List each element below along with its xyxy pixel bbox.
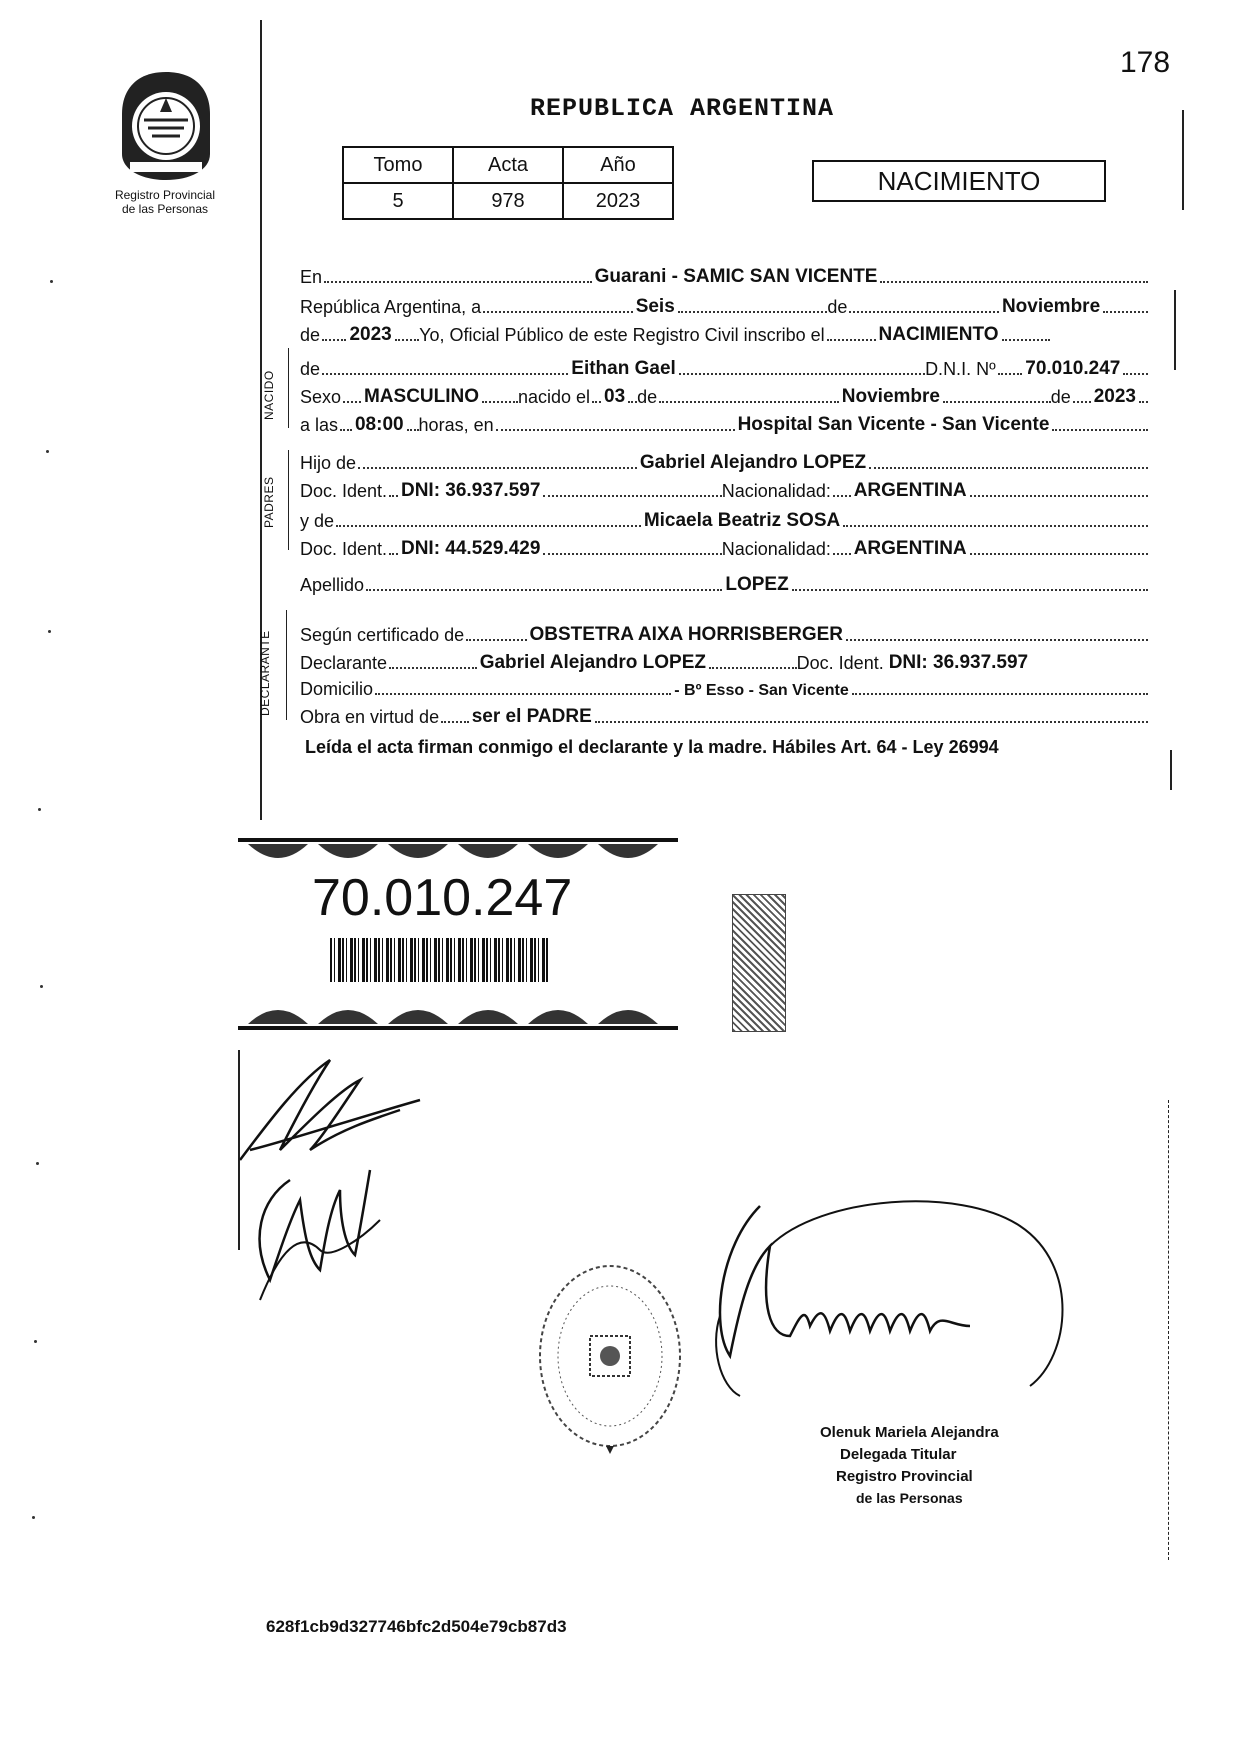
row-obra — [300, 698, 1148, 728]
value-declarante: Gabriel Alejandro LOPEZ — [479, 652, 706, 673]
label-doc-2: Doc. Ident. — [300, 539, 388, 559]
label-de-2: de — [300, 325, 321, 345]
label-doc-3: Doc. Ident. — [796, 653, 884, 673]
section-padres: PADRES — [262, 476, 276, 528]
label-nacionalidad-2: Nacionalidad: — [721, 539, 831, 559]
signatory-title: Delegada Titular — [840, 1446, 957, 1463]
scan-dot — [38, 808, 41, 811]
registry-caption — [90, 188, 240, 216]
registry-line2: de las Personas — [121, 202, 209, 216]
registry-line1: Registro Provincial — [114, 188, 216, 202]
value-madre: Micaela Beatriz SOSA — [643, 510, 841, 531]
section-bar-padres — [288, 450, 289, 550]
value-declarante-doc: DNI: 36.937.597 — [888, 652, 1029, 673]
label-dni: D.N.I. Nº — [925, 359, 996, 379]
scan-dot — [34, 1340, 37, 1343]
label-apellido: Apellido — [300, 575, 365, 595]
signatory-name: Olenuk Mariela Alejandra — [820, 1424, 999, 1441]
scan-dot — [50, 280, 53, 283]
anio-header: Año — [563, 147, 673, 183]
label-certificado: Según certificado de — [300, 625, 465, 645]
margin-line-right-3 — [1170, 750, 1172, 790]
value-hora: 08:00 — [354, 414, 404, 435]
security-strip-top — [238, 838, 678, 872]
label-declarante: Declarante — [300, 653, 388, 673]
value-dia: Seis — [635, 296, 675, 317]
row-padre — [300, 444, 1148, 474]
row-sexo — [300, 378, 1148, 408]
section-declarante: DECLARANTE — [258, 630, 272, 716]
value-domicilio: - Bº Esso - San Vicente — [674, 682, 849, 699]
official-seal-icon — [530, 1256, 690, 1456]
scan-dot — [32, 1516, 35, 1519]
value-nac-anio: 2023 — [1093, 386, 1137, 407]
document-hash: 628f1cb9d327746bfc2d504e79cb87d3 — [266, 1617, 567, 1636]
label-obra: Obra en virtud de — [300, 707, 440, 727]
scan-dot — [46, 450, 49, 453]
label-sexo: Sexo — [300, 387, 342, 407]
margin-line-right-lower — [1168, 1100, 1169, 1560]
row-certificado — [300, 616, 1148, 646]
barcode-icon — [330, 938, 550, 982]
row-hora — [300, 406, 1148, 436]
value-madre-doc: DNI: 44.529.429 — [400, 538, 541, 559]
anio-value: 2023 — [563, 183, 673, 219]
value-nombre: Eithan Gael — [571, 358, 676, 379]
label-de-5: de — [1050, 387, 1071, 407]
row-madre — [300, 502, 1148, 532]
margin-line-right-2 — [1174, 290, 1176, 370]
closing-note: Leída el acta firman conmigo el declarante y la madre. Hábiles Art. 64 - Ley 26994 — [305, 737, 999, 757]
row-apellido — [300, 566, 1148, 596]
value-nac-mes: Noviembre — [841, 386, 940, 407]
row-inscribo — [300, 316, 1148, 346]
reference-table — [342, 146, 674, 220]
value-madre-nac: ARGENTINA — [853, 538, 967, 559]
value-dni: 70.010.247 — [1025, 358, 1121, 379]
value-anio: 2023 — [349, 324, 392, 345]
label-hora: a las — [300, 415, 339, 435]
value-certificado: OBSTETRA AIXA HORRISBERGER — [529, 624, 844, 645]
row-domicilio — [300, 670, 1148, 700]
value-nac-dia: 03 — [604, 386, 626, 407]
tomo-header: Tomo — [343, 147, 453, 183]
official-signature-icon — [700, 1186, 1100, 1416]
acta-header: Acta — [453, 147, 563, 183]
declarant-signature-icon — [230, 1050, 430, 1320]
label-domicilio: Domicilio — [300, 679, 374, 699]
label-doc: Doc. Ident. — [300, 481, 388, 501]
label-y-de: y de — [300, 511, 335, 531]
signatory-office: Registro Provincial — [836, 1468, 973, 1485]
section-bar-nacido — [288, 348, 289, 428]
scan-dot — [48, 630, 51, 633]
label-republica: República Argentina, a — [300, 297, 482, 317]
security-strip-bottom — [238, 996, 678, 1030]
tomo-value: 5 — [343, 183, 453, 219]
scan-dot — [36, 1162, 39, 1165]
label-en: En — [300, 267, 323, 287]
value-padre: Gabriel Alejandro LOPEZ — [639, 452, 867, 473]
value-sexo: MASCULINO — [363, 386, 480, 407]
label-hijo: Hijo de — [300, 453, 357, 473]
row-en — [300, 258, 1148, 288]
acta-value: 978 — [453, 183, 563, 219]
value-padre-doc: DNI: 36.937.597 — [400, 480, 541, 501]
label-nacionalidad: Nacionalidad: — [721, 481, 831, 501]
value-padre-nac: ARGENTINA — [853, 480, 967, 501]
value-mes: Noviembre — [1001, 296, 1101, 317]
value-apellido: LOPEZ — [725, 574, 789, 595]
value-en: Guarani - SAMIC SAN VICENTE — [594, 266, 878, 287]
label-de: de — [827, 297, 848, 317]
label-de-4: de — [637, 387, 658, 407]
act-type-box: NACIMIENTO — [812, 160, 1106, 202]
label-de-3: de — [300, 359, 321, 379]
value-lugar: Hospital San Vicente - San Vicente — [737, 414, 1050, 435]
label-horas-en: horas, en — [418, 415, 494, 435]
document-title: REPUBLICA ARGENTINA — [530, 94, 835, 123]
row-padre-doc — [300, 472, 1148, 502]
hologram-icon — [732, 894, 786, 1032]
scan-dot — [40, 985, 43, 988]
margin-line-right — [1182, 110, 1184, 210]
label-nacido-el: nacido el — [517, 387, 591, 407]
row-fecha — [300, 288, 1148, 318]
section-nacido: NACIDO — [262, 370, 276, 420]
value-inscribo: NACIMIENTO — [878, 324, 999, 345]
label-inscribo: Yo, Oficial Público de este Registro Civil inscribo el — [419, 325, 825, 345]
id-number-large: 70.010.247 — [312, 869, 573, 927]
row-nombre — [300, 350, 1148, 380]
row-madre-doc — [300, 530, 1148, 560]
misiones-crest-icon — [112, 68, 220, 184]
section-bar-declarante — [286, 610, 287, 720]
value-obra: ser el PADRE — [471, 706, 592, 727]
signatory-office-2: de las Personas — [856, 1490, 963, 1506]
page-number: 178 — [1120, 46, 1171, 79]
